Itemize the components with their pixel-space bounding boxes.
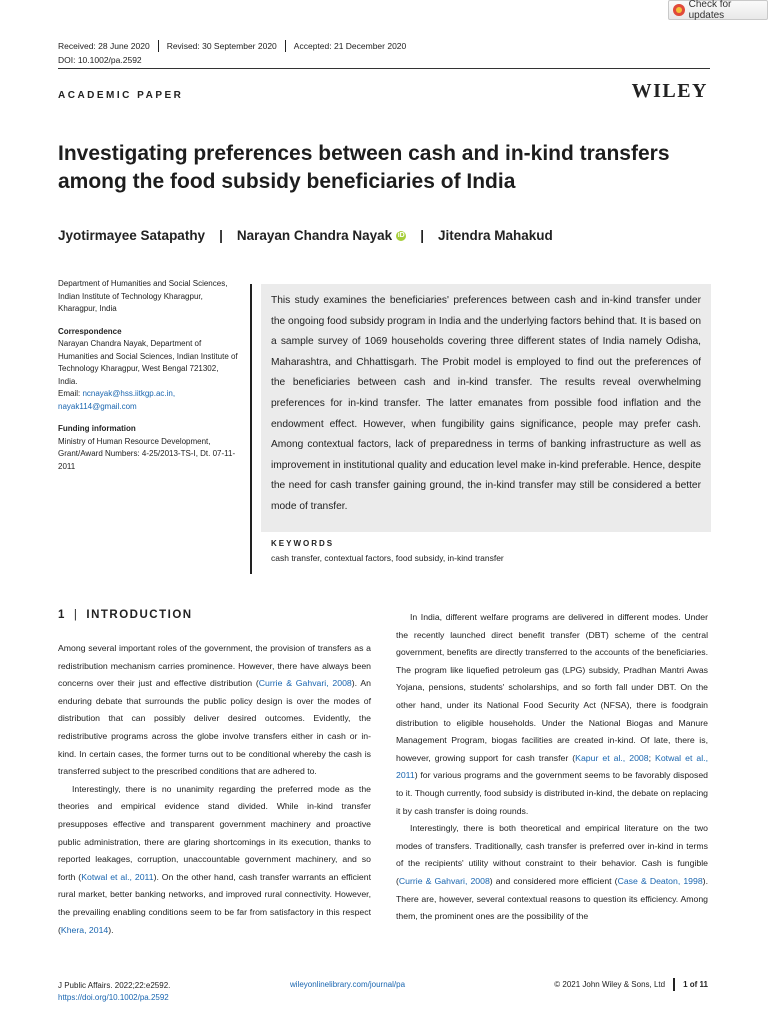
paragraph: Among several important roles of the government, the provision of transfers as a redistribution mechanism carries prominence. However, there have always been concerns over their just and effective distribution (Currie & Gahvari, 2008). An enduring debate that surrounds the public policy design is over the modes of distribution that can possibly deliver desired outcomes. Evidently, the redistributive programs across the globe involve transfers either in cash or in-kind. In certain cases, the former turns out to be conditional whereby the cash is transferred subject to the prescribed conditions that are adhered to. — [58, 643, 371, 777]
journal-citation: J Public Affairs. 2022;22:e2592. — [58, 981, 171, 990]
copyright: © 2021 John Wiley & Sons, Ltd — [554, 980, 666, 989]
doi-link[interactable]: https://doi.org/10.1002/pa.2592 — [58, 993, 169, 1002]
received-date: Received: 28 June 2020 — [58, 40, 159, 52]
article-dates — [58, 40, 414, 52]
keywords-heading: KEYWORDS — [271, 539, 335, 548]
footer-citation — [58, 980, 170, 1004]
footer-right — [554, 978, 708, 991]
journal-url-link[interactable]: wileyonlinelibrary.com/journal/pa — [290, 980, 406, 989]
citation-link[interactable]: Kapur et al., 2008 — [575, 752, 649, 763]
article-info-sidebar — [58, 278, 238, 473]
paragraph: Interestingly, there is no unanimity regarding the preferred mode as the theories and empirical evidence stand divided. While in-kind transfer presupposes effective and transparent government machinery and proactive public administration, there are glaring shortcomings in its execution, thanks to reported leakages, corruption, unaccountable government machinery, and so forth (Kotwal et al., 2011). On the other hand, cash transfer warrants an efficient rural market, better banking networks, and improved rural connectivity. However, the prevailing enabling conditions seem to be far from satisfactory in this respect (Khera, 2014). — [58, 783, 371, 935]
author-2[interactable]: Narayan Chandra Nayak iD — [236, 228, 405, 243]
correspondence-text: Narayan Chandra Nayak, Department of Humanities and Social Sciences, Indian Institute of Technology Kharagpur, West Bengal 721302, India. — [58, 339, 238, 386]
check-for-updates-button[interactable] — [668, 0, 768, 20]
abstract: This study examines the beneficiaries' preferences between cash and in-kind transfer under the ongoing food subsidy program in India and the underlying factors behind that. It is based on a sample survey of 1069 households covering three different states of India namely Odisha, Maharashtra, and Chhattisgarh. The Probit model is employed to find out the preferences of the beneficiaries between cash and in-kind transfer. The results reveal overwhelming preferences for in-kind transfer. The latter emanates from possible food inflation and the endowment effect. However, when fungibility gains significance, people may prefer cash. Among contextual factors, lack of preparedness in terms of banking infrastructure as well as improvement in institutional quality and education level make in-kind preferable. Hence, despite the need for cash transfer gaining ground, the in-kind transfer may still be considered a better mode of transfer. — [261, 284, 711, 532]
revised-date: Revised: 30 September 2020 — [159, 40, 286, 52]
citation-link[interactable]: Kotwal et al., 2011 — [396, 752, 708, 781]
paragraph: In India, different welfare programs are delivered in different modes. Under the recently launched direct benefit transfer (DBT) scheme of the central government, benefits are directly transferred to the accounts of the beneficiaries. The program like liquefied petroleum gas (LPG) subsidy, Pradhan Mantri Awas Yojana, pensions, students' scholarships, and so forth fall under DBT. On the other hand, under its National Food Security Act (NFSA), there is foodgrain distribution to eligible households. Under the National Biogas and Manure Management Program, biogas facilities are created in-kind. Of late, there is, however, growing support for cash transfer (Kapur et al., 2008; Kotwal et al., 2011) for various programs and the government seems to be favorably disposed to it. Though currently, food subsidy is distributed in-kind, the debate on replacing it by cash transfer is doing rounds. — [396, 612, 708, 816]
funding-text: Ministry of Human Resource Development, Grant/Award Numbers: 4-25/2013-TS-I, Dt. 07-11-2011 — [58, 436, 236, 471]
body-column-left — [58, 640, 371, 939]
section-heading-introduction: 1 | INTRODUCTION — [58, 609, 193, 621]
body-column-right — [396, 609, 708, 926]
author-3[interactable]: Jitendra Mahakud — [437, 228, 553, 243]
orcid-icon[interactable]: iD — [397, 232, 405, 240]
paper-title: Investigating preferences between cash and in-kind transfers among the food subsidy beneficiaries of India — [58, 142, 670, 193]
correspondence-heading: Correspondence — [58, 326, 122, 336]
email-link[interactable]: ncnayak@hss.iitkgp.ac.in, nayak114@gmail.com — [58, 389, 176, 411]
author-1[interactable]: Jyotirmayee Satapathy — [58, 228, 206, 243]
page-number: 1 of 11 — [683, 980, 708, 989]
citation-link[interactable]: Kotwal et al., 2011 — [81, 871, 154, 882]
citation-link[interactable]: Case & Deaton, 1998 — [617, 875, 703, 886]
article-type: ACADEMIC PAPER — [58, 90, 184, 101]
header-divider — [58, 68, 710, 69]
author-separator: | — [219, 228, 223, 243]
doi-label: DOI: 10.1002/pa.2592 — [58, 55, 142, 65]
citation-link[interactable]: Currie & Gahvari, 2008 — [398, 875, 490, 886]
check-for-updates-label: Check for updates — [688, 0, 732, 21]
crossmark-icon — [673, 4, 685, 16]
affiliation: Department of Humanities and Social Sciences, Indian Institute of Technology Kharagpur, Kharagpur, India — [58, 279, 228, 313]
funding-heading: Funding information — [58, 424, 136, 433]
accepted-date: Accepted: 21 December 2020 — [293, 41, 407, 51]
keywords-text: cash transfer, contextual factors, food subsidy, in-kind transfer — [271, 553, 504, 563]
citation-link[interactable]: Khera, 2014 — [60, 924, 109, 935]
abstract-divider — [250, 284, 252, 574]
footer-divider — [673, 978, 675, 991]
publisher-logo: WILEY — [631, 80, 708, 102]
correspondence-email: Email: ncnayak@hss.iitkgp.ac.in, nayak114@gmail.com — [58, 389, 176, 411]
author-separator: | — [420, 228, 424, 243]
citation-link[interactable]: Currie & Gahvari, 2008 — [258, 678, 352, 689]
author-list — [58, 228, 553, 243]
paragraph: Interestingly, there is both theoretical and empirical literature on the two modes of transfers. Traditionally, cash transfer is preferred over in-kind in terms of the recipients' utility without constraint to their behavior. Cash is fungible (Currie & Gahvari, 2008) and considered more efficient (Case & Deaton, 1998). There are, however, several contextual reasons to question its efficiency. Among them, the prominent ones are the possibility of the — [396, 823, 708, 922]
